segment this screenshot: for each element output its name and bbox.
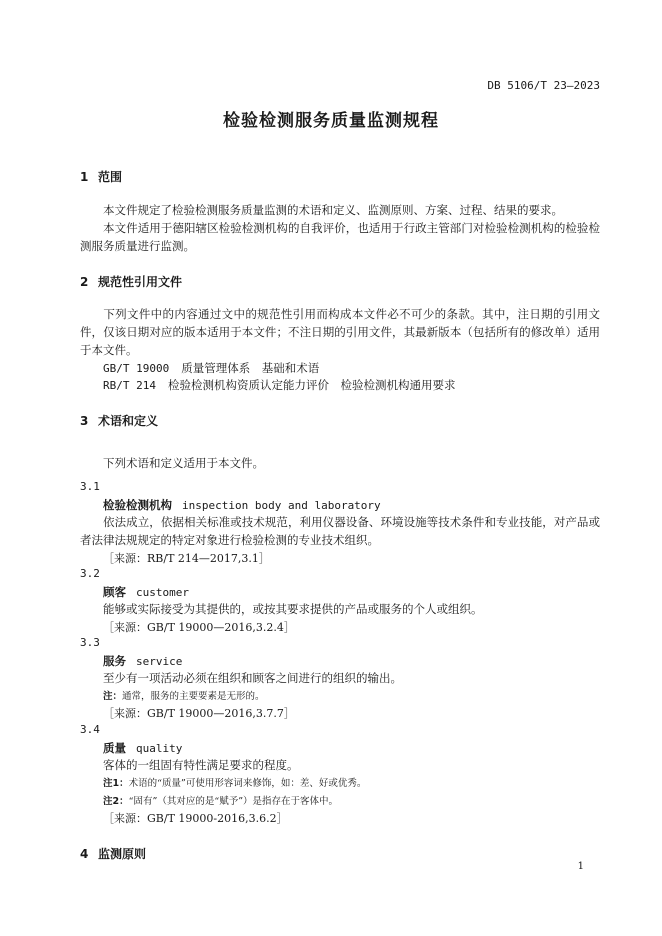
term-zh: 服务 <box>103 654 126 668</box>
section-3-intro: 下列术语和定义适用于本文件。 <box>103 456 264 470</box>
term-en: inspection body and laboratory <box>182 499 381 512</box>
reference-code: RB/T 214 <box>103 379 156 392</box>
term-3-3-source: ［来源：GB/T 19000—2016,3.7.7］ <box>103 707 295 720</box>
note-text: 术语的“质量”可使用形容词来修饰，如：差、好或优秀。 <box>128 778 367 789</box>
term-3-4-definition: 客体的一组固有特性满足要求的程度。 <box>103 758 299 772</box>
section-2-heading <box>80 273 182 290</box>
term-3-4-note-2 <box>103 793 338 807</box>
term-3-2-source: ［来源：GB/T 19000—2016,3.2.4］ <box>103 621 295 634</box>
term-zh: 顾客 <box>103 585 126 599</box>
term-3-4 <box>103 740 182 756</box>
paragraph-text: 本文件适用于德阳辖区检验检测机构的自我评价，也适用于行政主管部门对检验检测机构的检验检测服务质量进行监测。 <box>80 221 600 253</box>
definition-text: 依法成立，依据相关标准或技术规范，利用仪器设备、环境设施等技术条件和专业技能，对产品或者法律法规规定的特定对象进行检验检测的专业技术组织。 <box>80 515 600 547</box>
section-title: 监测原则 <box>98 847 147 861</box>
section-1-paragraph-1 <box>80 201 600 219</box>
term-number: 3.3 <box>80 636 100 649</box>
term-3-3-definition: 至少有一项活动必须在组织和顾客之间进行的组织的输出。 <box>103 671 402 685</box>
reference-rbt214 <box>103 377 455 393</box>
section-number: 4 <box>80 847 89 861</box>
term-en: customer <box>136 586 189 599</box>
section-2-paragraph-1 <box>80 305 600 359</box>
reference-code: GB/T 19000 <box>103 362 170 375</box>
note-text: “固有”（其对应的是“赋予”）是指存在于客体中。 <box>128 796 339 807</box>
term-zh: 检验检测机构 <box>103 498 172 512</box>
term-3-3 <box>103 653 182 669</box>
term-3-4-source: ［来源：GB/T 19000-2016,3.6.2］ <box>103 812 288 825</box>
reference-title: 检验检测机构资质认定能力评价 检验检测机构通用要求 <box>167 378 456 392</box>
note-label: 注1： <box>103 778 129 789</box>
term-number: 3.4 <box>80 723 100 736</box>
paragraph-text: 本文件规定了检验检测服务质量监测的术语和定义、监测原则、方案、过程、结果的要求。 <box>103 203 563 217</box>
paragraph-text: 下列文件中的内容通过文中的规范性引用而构成本文件必不可少的条款。其中，注日期的引用文件，仅该日期对应的版本适用于本文件；不注日期的引用文件，其最新版本（包括所有的修改单）适用于本文件。 <box>80 307 600 357</box>
term-3-1-definition <box>80 513 600 549</box>
term-3-2 <box>103 584 189 600</box>
page-number: 1 <box>577 861 584 872</box>
note-label: 注： <box>103 691 123 702</box>
term-number: 3.1 <box>80 480 100 493</box>
term-en: quality <box>136 742 183 755</box>
note-text: 通常，服务的主要要素是无形的。 <box>122 691 265 702</box>
section-title: 术语和定义 <box>98 414 159 428</box>
section-number: 3 <box>80 414 89 428</box>
term-3-2-definition: 能够或实际接受为其提供的，或按其要求提供的产品或服务的个人或组织。 <box>103 602 483 616</box>
section-title: 规范性引用文件 <box>98 275 183 289</box>
document-title: 检验检测服务质量监测规程 <box>223 111 439 131</box>
section-3-heading <box>80 412 158 429</box>
term-3-3-note <box>103 688 265 702</box>
section-title: 范围 <box>98 170 123 184</box>
section-4-heading <box>80 845 146 862</box>
term-number: 3.2 <box>80 567 100 580</box>
term-en: service <box>136 655 183 668</box>
section-1-heading <box>80 168 122 185</box>
term-3-1-source: ［来源：RB/T 214—2017,3.1］ <box>103 552 270 565</box>
section-1-paragraph-2 <box>80 219 600 255</box>
section-number: 2 <box>80 275 89 289</box>
reference-gbt19000 <box>103 360 319 376</box>
note-label: 注2： <box>103 796 129 807</box>
term-3-4-note-1 <box>103 775 366 789</box>
term-3-1 <box>103 497 381 513</box>
section-number: 1 <box>80 170 89 184</box>
term-zh: 质量 <box>103 741 126 755</box>
reference-title: 质量管理体系 基础和术语 <box>181 361 320 375</box>
standard-number: DB 5106/T 23—2023 <box>487 79 600 92</box>
